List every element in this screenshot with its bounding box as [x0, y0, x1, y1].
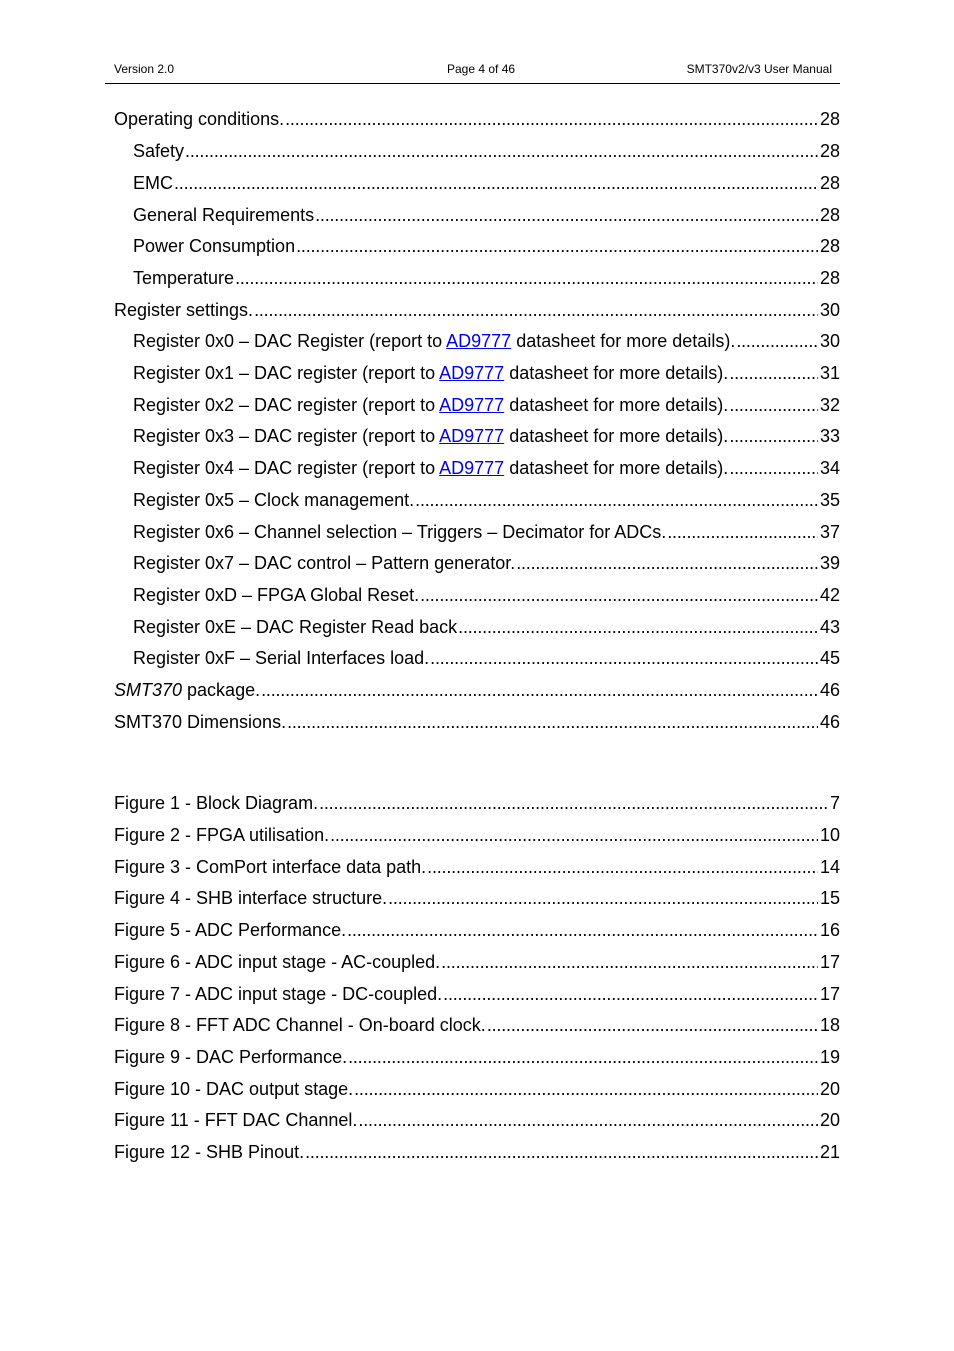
toc-leader	[261, 678, 818, 702]
toc-entry-page: 46	[819, 712, 840, 732]
ad9777-link[interactable]: AD9777	[439, 395, 505, 415]
toc-entry-page: 32	[819, 395, 840, 415]
toc-entry[interactable]	[133, 171, 840, 195]
toc-entry[interactable]	[133, 361, 840, 385]
toc-entry-page: 28	[819, 205, 840, 225]
toc-leader	[287, 710, 818, 734]
toc-title-suffix: datasheet for more details).	[504, 363, 729, 383]
figure-entry-page: 17	[819, 984, 840, 1004]
toc-leader	[285, 107, 818, 131]
toc-entry[interactable]	[114, 107, 840, 131]
toc-entry-page: 28	[819, 109, 840, 129]
toc-entry-title: Register 0x5 – Clock management.	[133, 490, 415, 510]
toc-leader	[296, 234, 818, 258]
toc-entry[interactable]	[133, 424, 840, 448]
figure-entry-title: Figure 12 - SHB Pinout.	[114, 1142, 305, 1162]
toc-leader	[388, 886, 818, 910]
toc-entry[interactable]	[133, 488, 840, 512]
toc-entry[interactable]	[133, 393, 840, 417]
figure-entry-title: Figure 4 - SHB interface structure.	[114, 888, 388, 908]
toc-entry-title: Register 0x7 – DAC control – Pattern generator.	[133, 553, 516, 573]
toc-title-suffix: datasheet for more details).	[504, 458, 729, 478]
toc-entry-page: 46	[819, 680, 840, 700]
toc-title-prefix: Register 0x3 – DAC register (report to	[133, 426, 440, 446]
toc-entry-page: 43	[819, 617, 840, 637]
figure-entry-page: 17	[819, 952, 840, 972]
figure-entry-page: 20	[819, 1079, 840, 1099]
toc-entry-page: 28	[819, 173, 840, 193]
toc-title-prefix: Register 0x0 – DAC Register (report to	[133, 331, 447, 351]
figure-entry-title: Figure 5 - ADC Performance.	[114, 920, 347, 940]
toc-leader	[254, 298, 818, 322]
header-page-number: Page 4 of 46	[447, 62, 516, 76]
figure-entry-page: 19	[819, 1047, 840, 1067]
toc-entry[interactable]	[114, 298, 840, 322]
ad9777-link[interactable]: AD9777	[439, 363, 505, 383]
toc-entry-page: 28	[819, 268, 840, 288]
figure-entry-page: 15	[819, 888, 840, 908]
toc-title-prefix: Register 0x1 – DAC register (report to	[133, 363, 440, 383]
toc-entry[interactable]	[133, 234, 840, 258]
toc-entry-page: 30	[819, 300, 840, 320]
figure-entry-page: 21	[819, 1142, 840, 1162]
toc-entry[interactable]	[133, 520, 840, 544]
figure-entry-title: Figure 1 - Block Diagram.	[114, 793, 319, 813]
toc-leader	[729, 456, 818, 480]
toc-entry-title: EMC	[133, 173, 173, 193]
figure-entry-title: Figure 7 - ADC input stage - DC-coupled.	[114, 984, 443, 1004]
toc-entry-title: General Requirements	[133, 205, 315, 225]
toc-entry-title: SMT370 Dimensions.	[114, 712, 287, 732]
toc-entry-title: Register 0x6 – Channel selection – Triggers – Decimator for ADCs.	[133, 522, 667, 542]
toc-entry[interactable]	[133, 615, 840, 639]
toc-leader	[354, 1077, 818, 1101]
figure-entry-title: Figure 8 - FFT ADC Channel - On-board clock.	[114, 1015, 486, 1035]
toc-entry[interactable]	[133, 266, 840, 290]
toc-entry[interactable]	[133, 646, 840, 670]
toc-entry[interactable]	[133, 329, 840, 353]
toc-leader	[443, 982, 818, 1006]
toc-entry[interactable]	[114, 678, 840, 702]
toc-leader	[347, 918, 818, 942]
toc-leader	[330, 823, 818, 847]
toc-entry-title	[114, 678, 260, 702]
figure-entry[interactable]	[114, 823, 840, 847]
toc-leader	[736, 329, 818, 353]
toc-entry-page: 45	[819, 648, 840, 668]
toc-leader	[420, 583, 818, 607]
figure-entry-title: Figure 11 - FFT DAC Channel.	[114, 1110, 358, 1130]
figure-entry[interactable]	[114, 982, 840, 1006]
toc-entry[interactable]	[133, 551, 840, 575]
toc-leader	[430, 646, 818, 670]
ad9777-link[interactable]: AD9777	[439, 458, 505, 478]
toc-entry-title: Operating conditions.	[114, 109, 285, 129]
figure-entry-page: 20	[819, 1110, 840, 1130]
toc-entry[interactable]	[133, 203, 840, 227]
figure-entry-page: 10	[819, 825, 840, 845]
toc-entry-title	[133, 329, 735, 353]
toc-entry-title	[133, 456, 728, 480]
toc-leader	[729, 393, 818, 417]
toc-entry-title: Register 0xE – DAC Register Read back	[133, 617, 458, 637]
toc-title-prefix: Register 0x2 – DAC register (report to	[133, 395, 440, 415]
figure-entry[interactable]	[114, 1108, 840, 1132]
toc-leader	[319, 791, 828, 815]
toc-leader	[516, 551, 818, 575]
figure-entry[interactable]	[114, 1013, 840, 1037]
toc-entry-page: 33	[819, 426, 840, 446]
header-document-title: SMT370v2/v3 User Manual	[686, 62, 832, 76]
toc-entry-page: 30	[819, 331, 840, 351]
toc-entry[interactable]	[114, 710, 840, 734]
header-rule	[105, 83, 840, 84]
toc-entry-page: 28	[819, 141, 840, 161]
toc-leader	[487, 1013, 818, 1037]
toc-entry-page: 35	[819, 490, 840, 510]
figure-entry-title: Figure 3 - ComPort interface data path.	[114, 857, 427, 877]
ad9777-link[interactable]: AD9777	[446, 331, 512, 351]
figure-entry[interactable]	[114, 918, 840, 942]
figure-entry-title: Figure 10 - DAC output stage.	[114, 1079, 354, 1099]
toc-leader	[415, 488, 818, 512]
figure-entry[interactable]	[114, 950, 840, 974]
header-version: Version 2.0	[114, 62, 175, 76]
toc-leader	[441, 950, 818, 974]
toc-leader	[729, 361, 818, 385]
toc-entry-title	[133, 361, 728, 385]
toc-entry-title	[133, 393, 728, 417]
toc-entry-page: 37	[819, 522, 840, 542]
toc-title-suffix: datasheet for more details).	[504, 395, 729, 415]
toc-title-suffix: package.	[182, 680, 261, 700]
toc-leader	[348, 1045, 818, 1069]
toc-leader	[235, 266, 818, 290]
page-header	[114, 62, 832, 78]
toc-title-suffix: datasheet for more details).	[511, 331, 736, 351]
toc-entry-page: 31	[819, 363, 840, 383]
figure-entry[interactable]	[114, 1140, 840, 1164]
figure-entry-title: Figure 9 - DAC Performance.	[114, 1047, 348, 1067]
figure-entry-page: 7	[829, 793, 840, 813]
figure-entry-title: Figure 2 - FPGA utilisation.	[114, 825, 330, 845]
toc-entry-title: Safety	[133, 141, 185, 161]
toc-leader	[729, 424, 818, 448]
figure-entry-page: 18	[819, 1015, 840, 1035]
toc-leader	[667, 520, 818, 544]
toc-entry-title: Temperature	[133, 268, 235, 288]
toc-leader	[458, 615, 818, 639]
toc-entry-page: 34	[819, 458, 840, 478]
toc-entry-page: 28	[819, 236, 840, 256]
ad9777-link[interactable]: AD9777	[439, 426, 505, 446]
figure-entry-page: 16	[819, 920, 840, 940]
figure-entry-page: 14	[819, 857, 840, 877]
figure-entry[interactable]	[114, 791, 840, 815]
figure-entry[interactable]	[114, 855, 840, 879]
toc-title-italic: SMT370	[114, 680, 183, 700]
figure-entry[interactable]	[114, 1045, 840, 1069]
toc-entry-page: 42	[819, 585, 840, 605]
toc-entry-page: 39	[819, 553, 840, 573]
toc-leader	[174, 171, 818, 195]
toc-entry-title	[133, 424, 728, 448]
toc-entry[interactable]	[133, 583, 840, 607]
figure-entry[interactable]	[114, 1077, 840, 1101]
toc-leader	[185, 139, 818, 163]
figure-entry[interactable]	[114, 886, 840, 910]
toc-title-suffix: datasheet for more details).	[504, 426, 729, 446]
toc-leader	[305, 1140, 818, 1164]
toc-leader	[315, 203, 818, 227]
toc-entry-title: Register 0xD – FPGA Global Reset.	[133, 585, 420, 605]
toc-entry-title: Register 0xF – Serial Interfaces load.	[133, 648, 430, 668]
toc-leader	[358, 1108, 818, 1132]
toc-entry[interactable]	[133, 456, 840, 480]
toc-entry[interactable]	[133, 139, 840, 163]
toc-title-prefix: Register 0x4 – DAC register (report to	[133, 458, 440, 478]
toc-entry-title: Register settings.	[114, 300, 254, 320]
figure-entry-title: Figure 6 - ADC input stage - AC-coupled.	[114, 952, 441, 972]
toc-leader	[427, 855, 818, 879]
toc-entry-title: Power Consumption	[133, 236, 296, 256]
